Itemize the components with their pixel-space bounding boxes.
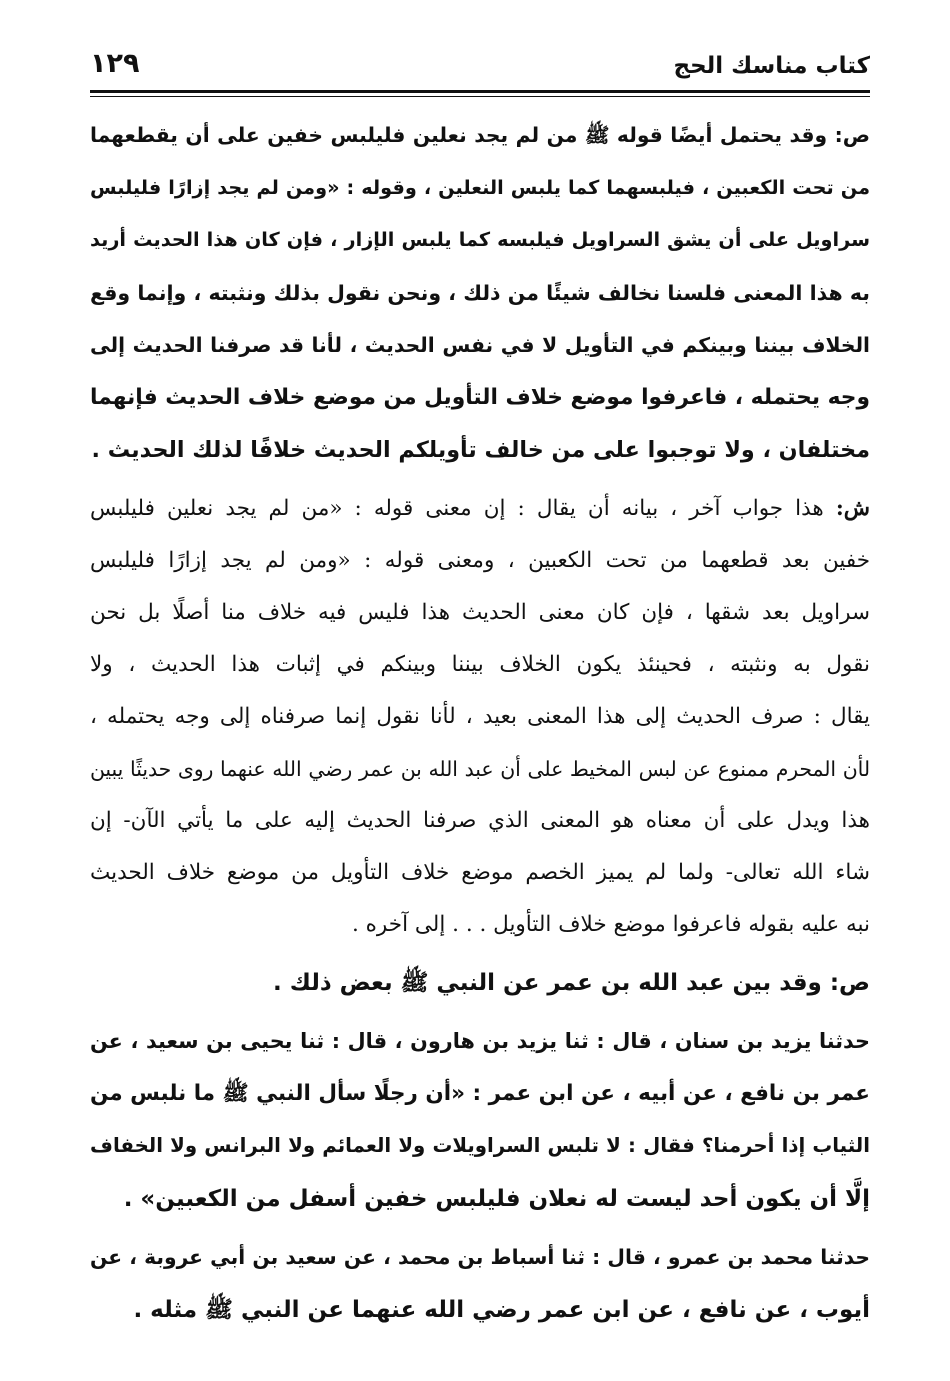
book-page [90, 46, 870, 1346]
line-text: هذا جواب آخر ، بيانه أن يقال : إن معنى قوله : «من لم يجد نعلين فليلبس [90, 495, 824, 521]
text-line [90, 319, 870, 372]
line-text: الخلاف بيننا وبينكم في التأويل لا في نفس الحديث ، لأنا قد صرفنا الحديث إلى [90, 333, 870, 357]
paragraph [90, 957, 870, 1010]
header-rule-thin [90, 96, 870, 97]
line-text: مختلفان ، ولا توجبوا على من خالف تأويلكم الحديث خلافًا لذلك الحديث . [91, 437, 870, 463]
section-marker: ش: [835, 495, 870, 521]
text-line [90, 1284, 870, 1337]
text-line [90, 1120, 870, 1173]
text-line [90, 899, 870, 951]
line-text: وقد يحتمل أيضًا قوله ﷺ من لم يجد نعلين فليلبس خفين على أن يقطعهما [90, 123, 828, 147]
line-text: به هذا المعنى فلسنا نخالف شيئًا من ذلك ، ونحن نقول بذلك ونثبته ، وإنما وقع [90, 280, 870, 305]
page-number: ١٢٩ [90, 48, 140, 79]
text-line [90, 214, 870, 267]
text-line [90, 1173, 870, 1226]
header-rule-thick [90, 90, 870, 93]
line-text: وجه يحتمله ، فاعرفوا موضع خلاف التأويل من موضع خلاف الحديث فإنهما [90, 384, 870, 410]
paragraph [90, 483, 870, 951]
text-line [90, 535, 870, 587]
line-text: نبه عليه بقوله فاعرفوا موضع خلاف التأويل . . . إلى آخره . [351, 911, 870, 937]
text-line [90, 639, 870, 691]
text-line [90, 162, 870, 215]
line-text: أيوب ، عن نافع ، عن ابن عمر رضي الله عنهما عن النبي ﷺ مثله . [133, 1296, 870, 1323]
line-text: سراويل بعد شقها ، فإن كان معنى الحديث هذا فليس فيه خلاف منا أصلًا بل نحن [90, 599, 870, 625]
line-text: لأن المحرم ممنوع عن لبس المخيط على أن عبد الله بن عمر رضي الله عنهما روى حديثًا يبين [90, 756, 870, 781]
text-line [90, 957, 870, 1010]
text-line [90, 587, 870, 639]
line-text: من تحت الكعبين ، فيلبسهما كما يلبس النعلين ، وقوله : «ومن لم يجد إزارًا فليلبس [90, 175, 870, 199]
text-line [90, 795, 870, 847]
running-head [90, 46, 870, 90]
paragraph [90, 1231, 870, 1336]
section-marker: ص: [834, 123, 870, 147]
section-marker: ص: [829, 969, 870, 996]
line-text: نقول به ونثبته ، فحينئذ يكون الخلاف بيننا وبينكم في إثبات هذا الحديث ، ولا [90, 651, 870, 677]
text-line [90, 372, 870, 425]
line-text: خفين بعد قطعهما من تحت الكعبين ، ومعنى قوله : «ومن لم يجد إزارًا فليلبس [90, 547, 870, 573]
line-text: الثياب إذا أحرمنا؟ فقال : لا تلبس السراويلات ولا العمائم ولا البرانس ولا الخفاف [90, 1134, 870, 1157]
text-line [90, 847, 870, 899]
line-text: يقال : صرف الحديث إلى هذا المعنى بعيد ، لأنا نقول إنما صرفناه إلى وجه يحتمله ، [90, 703, 870, 729]
line-text: حدثنا محمد بن عمرو ، قال : ثنا أسباط بن محمد ، عن سعيد بن أبي عروبة ، عن [90, 1245, 870, 1269]
line-text: شاء الله تعالى- ولما لم يميز الخصم موضع خلاف التأويل من موضع خلاف الحديث [90, 859, 870, 885]
text-line [90, 424, 870, 477]
text-line [90, 743, 870, 795]
text-line [90, 483, 870, 535]
body-text [90, 109, 870, 1336]
line-text: إلَّا أن يكون أحد ليست له نعلان فليلبس خفين أسفل من الكعبين» . [123, 1185, 870, 1212]
line-text: حدثنا يزيد بن سنان ، قال : ثنا يزيد بن هارون ، قال : ثنا يحيى بن سعيد ، عن [90, 1029, 870, 1053]
line-text: عمر بن نافع ، عن أبيه ، عن ابن عمر : «أن رجلًا سأل النبي ﷺ ما نلبس من [90, 1080, 870, 1106]
text-line [90, 267, 870, 320]
text-line [90, 109, 870, 162]
paragraph [90, 1015, 870, 1225]
paragraph [90, 109, 870, 477]
line-text: وقد بين عبد الله بن عمر عن النبي ﷺ بعض ذلك . [273, 969, 822, 996]
text-line [90, 1068, 870, 1121]
text-line [90, 1231, 870, 1284]
book-title: كتاب مناسك الحج [673, 53, 870, 79]
text-line [90, 1015, 870, 1068]
line-text: هذا ويدل على أن معناه هو المعنى الذي صرفنا الحديث إليه على ما يأتي الآن- إن [90, 807, 870, 833]
text-line [90, 691, 870, 743]
line-text: سراويل على أن يشق السراويل فيلبسه كما يلبس الإزار ، فإن كان هذا الحديث أريد [90, 228, 870, 251]
